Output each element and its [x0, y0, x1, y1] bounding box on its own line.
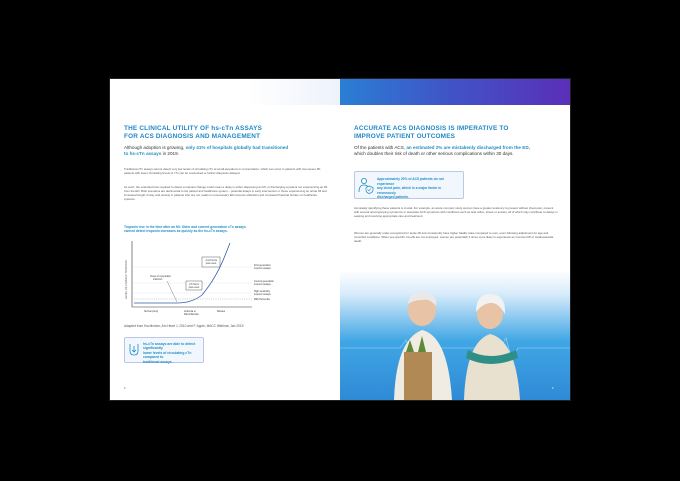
- ischemic-label-2: Microinfarction: [184, 314, 199, 316]
- grocery-bag: [404, 352, 432, 400]
- right-callout-text: Approximately 20% of ACS patients do not experience any chest pain, which is a major factor in erroneously discharged patients.: [377, 177, 444, 200]
- right-header-band: [340, 79, 570, 105]
- troponin-rise-chart: [122, 237, 332, 317]
- left-body-paragraph-2: As such, the extended time required to detect a relevant change could mean a delay in either dispensing an MI, or discharging a patient not experiencing an MI from the ED. Both scenarios are detrimental to the patient and healthcare system – potential delays in early intervention or those experiencing an acute MI and increased length of stay and anxiety in patients who are not, leads to unnecessary ED resource utilization and increased financial burden on healthcare systems.: [124, 185, 328, 202]
- left-lead-paragraph: Although adoption is growing, only 41% of hospitals globally had transitioned to hs-cTn assays in 2019.: [124, 145, 289, 156]
- hours-box: [202, 257, 220, 267]
- high-sens-label: High sensitivity: [254, 290, 270, 293]
- left-page-title: THE CLINICAL UTILITY OF hs-cTn ASSAYS FOR ACS DIAGNOSIS AND MANAGEMENT: [124, 125, 263, 140]
- high-sens-label-2: troponin assays: [254, 293, 271, 296]
- normal-label: Normal (zero): [144, 311, 159, 313]
- woman-sweater: [464, 334, 520, 400]
- left-body-paragraph-1: Traditional cTn assays cannot detect very low levels of circulating cTn at small elevations in concentration, which can occur in patients with low-severe MI; patients with lower circulating levels of cTn can be overlooked or further diagnosis delayed.: [124, 167, 321, 176]
- mins-label-2: post event: [188, 287, 200, 289]
- onset-label: Onset of myocardial: [150, 276, 171, 278]
- patient-shield-icon: [358, 176, 374, 194]
- right-page-title: ACCURATE ACS DIAGNOSIS IS IMPERATIVE TO IMPROVE PATIENT OUTCOMES: [354, 125, 509, 140]
- chart-source: Adapted from Hochholzer, Am Heart J, 2010 and F. Apple, MACC Webinar, Jan 2019.: [124, 324, 245, 328]
- brochure-spread: [110, 79, 570, 400]
- left-callout-text: hs-cTn assays are able to detect significantly lower levels of circulating cTn compared to traditional assays.: [143, 342, 196, 364]
- right-page: [340, 79, 570, 400]
- minutes-label: Minutes: [217, 311, 226, 313]
- right-callout-box: [354, 171, 464, 199]
- left-page: [110, 79, 340, 400]
- left-callout-box: [124, 337, 204, 363]
- troponin-curve: [134, 243, 230, 303]
- right-page-number: 9: [552, 387, 554, 390]
- chart-ylabel: LEVEL OF CARDIAC TROPONIN: [125, 259, 128, 299]
- right-body-paragraph-1: Accurately identifying these patients is crucial. For example, an acute coronary study women have a greater tendency to present without chest pain, present with several accompanying symptoms or associate ACS symptoms with conditions such as acid reflux, stress or anxiety, all of which may contribute to delays in seeking and receiving appropriate care and treatment.: [354, 206, 558, 219]
- mins-label: 2-8 hours: [189, 284, 199, 286]
- chart-caption: Troponin rise in the time after an MI: Older and current generation cTn assays cannot detect troponin increases as quickly as the hs-cTn assays.: [124, 225, 246, 234]
- down-arrow-icon: [128, 343, 140, 357]
- right-body-paragraph-2: Women are generally under-recognized for acute MI and consistently have higher fatality rates compared to men, even following adjustment for age and comorbid conditions. When sex-specific cut-offs are not employed, women are potentially 3 times more likely to experience an incorrect MI or cardiovascular death.: [354, 231, 554, 244]
- left-page-number: 8: [124, 387, 126, 390]
- couple-photo: [340, 270, 570, 400]
- ecg-line: [340, 338, 570, 360]
- hours-label-2: post event: [205, 263, 217, 265]
- right-lead-paragraph: Of the patients with ACS, an estimated 2% are mistakenly discharged from the ED, which doubles their risk of death or other serious complications within 30 days.: [354, 145, 530, 156]
- percentile-label: 99th Percentile: [254, 298, 270, 301]
- left-header-band: [110, 79, 340, 105]
- hours-label: ~6-12 hours: [204, 260, 218, 262]
- current-gen-label: Current generation: [254, 280, 274, 283]
- current-gen-label-2: troponin assays: [254, 283, 271, 286]
- first-gen-label: First generation: [254, 264, 271, 267]
- onset-label-2: infarction: [153, 279, 163, 281]
- couple-illustration: [340, 270, 570, 400]
- first-gen-label-2: troponin assays: [254, 267, 271, 270]
- ischemic-label: Ischemia or: [184, 311, 196, 313]
